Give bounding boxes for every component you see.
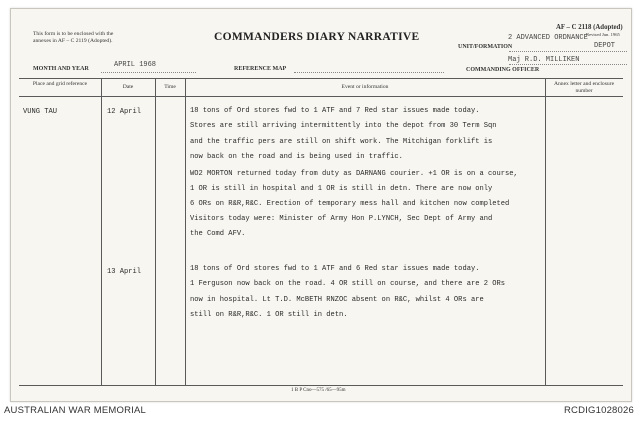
column-divider-time bbox=[185, 78, 186, 385]
event-line: the Comd AFV. bbox=[190, 230, 246, 238]
archive-caption: AUSTRALIAN WAR MEMORIAL bbox=[4, 405, 147, 416]
column-header-time: Time bbox=[164, 84, 176, 90]
event-line: and the traffic pers are still on shift work. The Mitchigan forklift is bbox=[190, 138, 493, 146]
event-line: WO2 MORTON returned today from duty as DARNANG courier. +1 OR is on a course, bbox=[190, 170, 518, 178]
unit-formation-label: UNIT/FORMATION bbox=[458, 44, 513, 50]
column-header-annex: Annex letter and enclosure number bbox=[553, 81, 615, 94]
column-divider-place bbox=[101, 78, 102, 385]
form-revised: Revised Jun. 1965 bbox=[586, 32, 620, 37]
column-header-place: Place and grid reference bbox=[32, 81, 88, 87]
event-line: Visitors today were: Minister of Army Hon P.LYNCH, Sec Dept of Army and bbox=[190, 215, 493, 223]
unit-value-line-2: DEPOT bbox=[594, 42, 616, 50]
archive-reference: RCDIG1028026 bbox=[564, 405, 634, 416]
event-line: Stores are still arriving intermittently into the depot from 30 Term Sqn bbox=[190, 122, 497, 130]
entry-place: VUNG TAU bbox=[23, 108, 58, 116]
table-header-border bbox=[19, 96, 623, 97]
commanding-officer-label: COMMANDING OFFICER bbox=[466, 67, 540, 73]
column-divider-date bbox=[155, 78, 156, 385]
form-number: AF – C 2118 (Adopted) bbox=[556, 24, 623, 31]
unit-value-line-1: 2 ADVANCED ORDNANCE bbox=[508, 34, 588, 42]
form-print-code: 1 B P Cno—575 /65—95m bbox=[291, 388, 346, 393]
event-line: now in hospital. Lt T.D. McBETH RNZOC absent on R&C, whilst 4 ORs are bbox=[190, 296, 484, 304]
event-line: 18 tons of Ord stores fwd to 1 ATF and 7 Red star issues made today. bbox=[190, 107, 480, 115]
form-title: COMMANDERS DIARY NARRATIVE bbox=[214, 31, 420, 43]
event-line: 1 Ferguson now back on the road. 4 OR still on course, and there are 2 ORs bbox=[190, 280, 506, 288]
column-header-event: Event or information bbox=[341, 84, 389, 90]
event-line: 18 tons of Ord stores fwd to 1 ATF and 6 Red star issues made today. bbox=[190, 265, 480, 273]
event-line: still on R&R,R&C. 1 OR still in detn. bbox=[190, 311, 348, 319]
table-top-border bbox=[19, 78, 623, 79]
column-header-date: Date bbox=[122, 84, 134, 90]
form-instruction-line-1: This form is to be enclosed with the bbox=[33, 31, 114, 37]
column-divider-event bbox=[545, 78, 546, 385]
reference-map-label: REFERENCE MAP bbox=[234, 66, 287, 72]
month-year-label: MONTH AND YEAR bbox=[33, 66, 89, 72]
entry-date: 13 April bbox=[107, 268, 142, 276]
entry-date: 12 April bbox=[107, 108, 142, 116]
table-bottom-border bbox=[19, 385, 623, 386]
month-year-value: APRIL 1968 bbox=[114, 61, 157, 69]
form-instruction-line-2: annexes in AF – C 2119 (Adopted). bbox=[33, 38, 113, 44]
diary-form-sheet bbox=[10, 8, 632, 402]
event-line: 6 ORs on R&R,R&C. Erection of temporary mess hall and kitchen now completed bbox=[190, 200, 510, 208]
event-line: now back on the road and is being used in traffic. bbox=[190, 153, 403, 161]
event-line: 1 OR is still in hospital and 1 OR is still in detn. There are now only bbox=[190, 185, 493, 193]
commanding-officer-value: Maj R.D. MILLIKEN bbox=[508, 56, 580, 64]
